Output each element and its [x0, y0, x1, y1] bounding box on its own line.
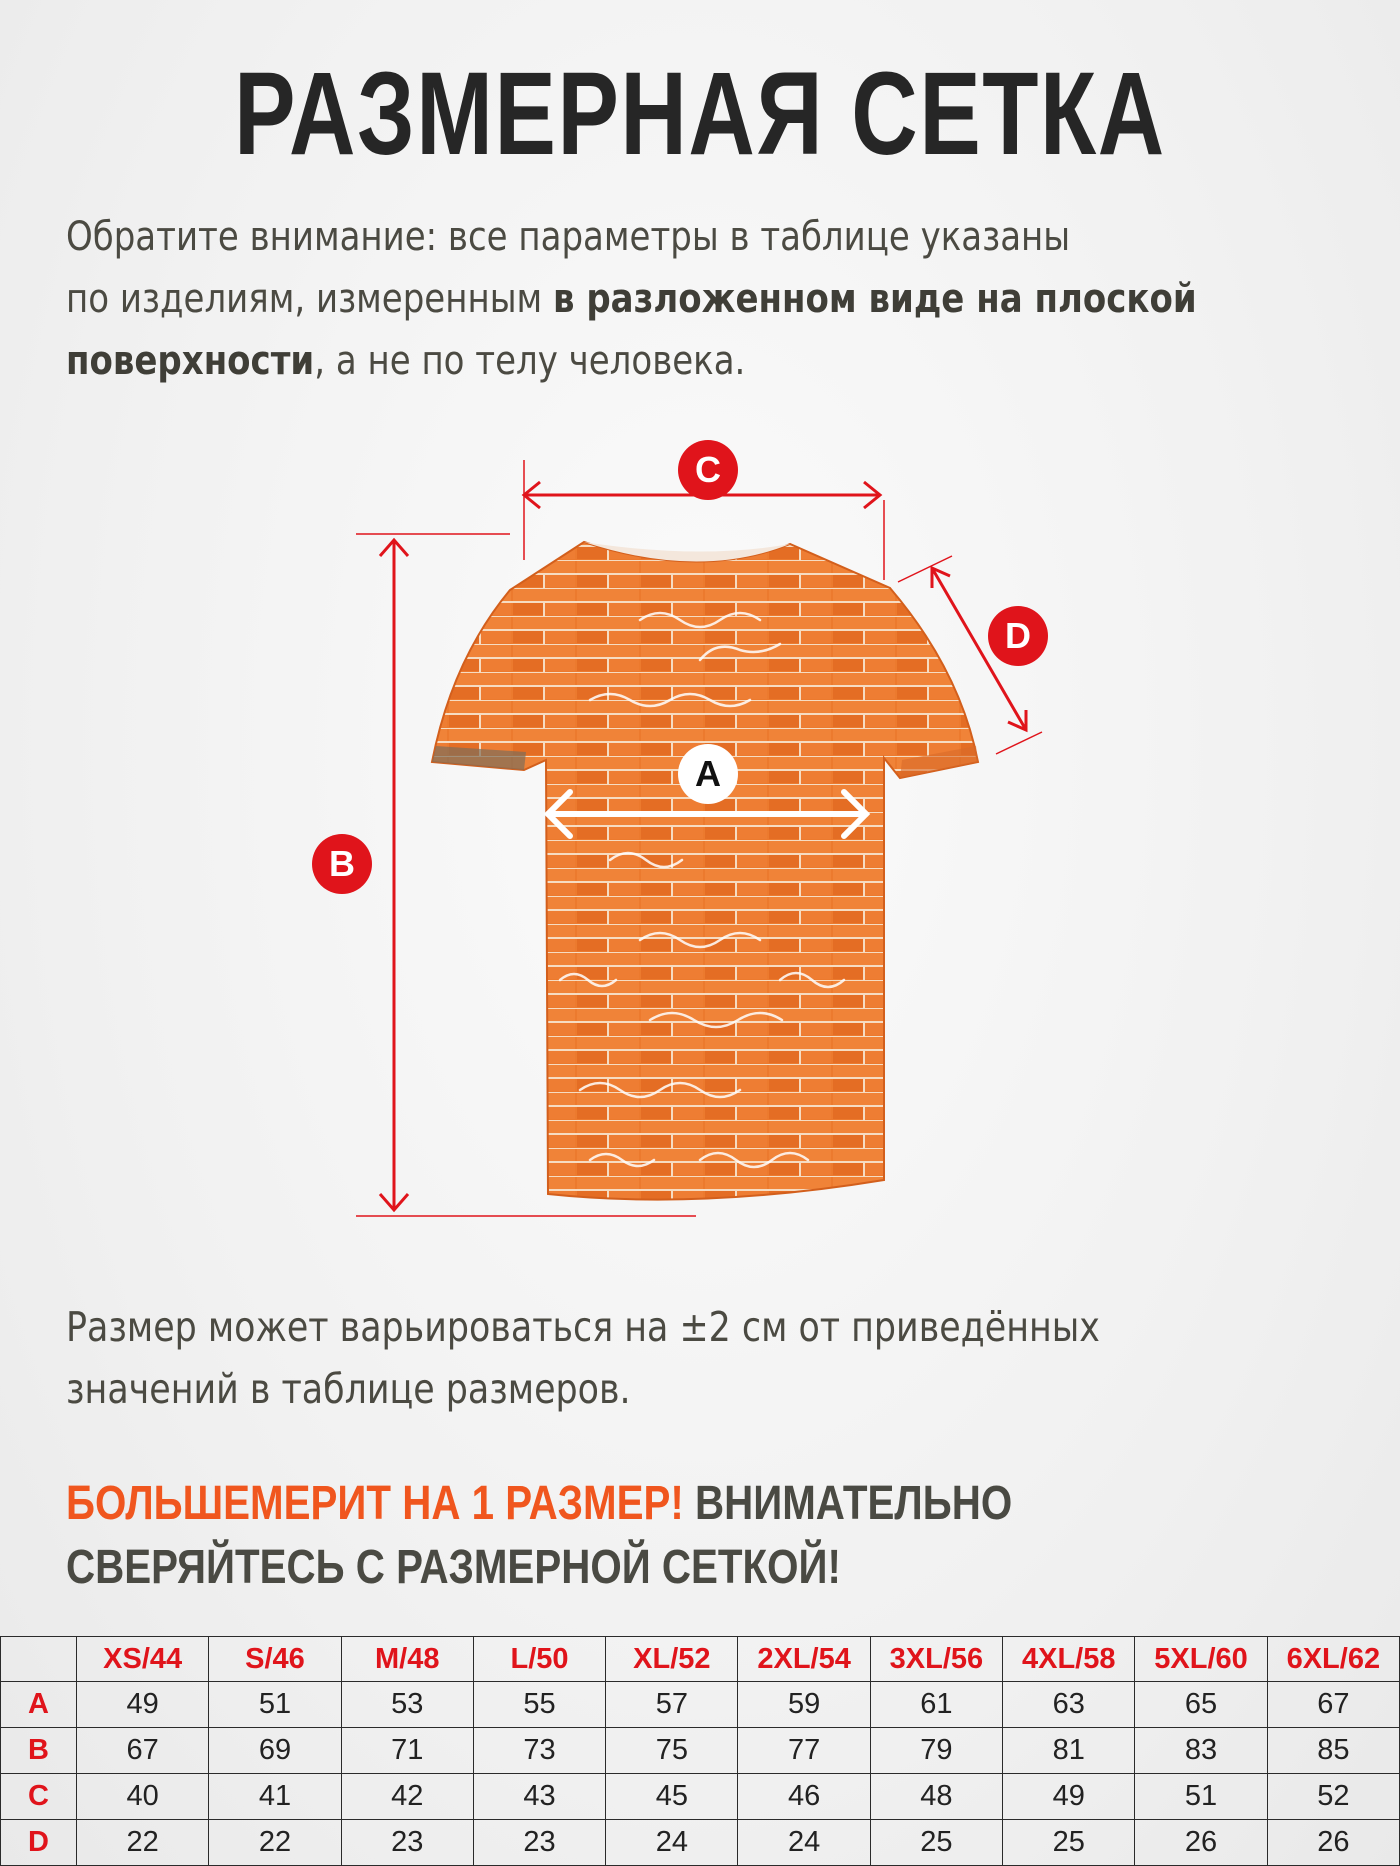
- table-cell: 69: [209, 1728, 341, 1774]
- measurement-notice: [66, 206, 1341, 392]
- warning-accent: БОЛЬШЕМЕРИТ НА 1 РАЗМЕР!: [66, 1477, 684, 1530]
- table-cell: 65: [1135, 1682, 1267, 1728]
- tolerance-note: [66, 1296, 1256, 1420]
- row-label: B: [1, 1728, 77, 1774]
- table-cell: 79: [870, 1728, 1002, 1774]
- size-header: M/48: [341, 1637, 473, 1682]
- page-title: РАЗМЕРНАЯ СЕТКА: [234, 48, 1166, 180]
- tshirt-image: [432, 542, 978, 1200]
- size-header: 3XL/56: [870, 1637, 1002, 1682]
- table-cell: 77: [738, 1728, 870, 1774]
- table-cell: 48: [870, 1774, 1002, 1820]
- table-row: [1, 1728, 1400, 1774]
- size-header: S/46: [209, 1637, 341, 1682]
- label-b: B: [329, 843, 355, 884]
- tshirt-measurement-diagram: [0, 420, 1400, 1240]
- table-cell: 61: [870, 1682, 1002, 1728]
- notice-line1: Обратите внимание: все параметры в таблице указаны: [66, 214, 1071, 260]
- table-cell: 41: [209, 1774, 341, 1820]
- table-cell: 53: [341, 1682, 473, 1728]
- table-cell: 57: [606, 1682, 738, 1728]
- table-cell: 49: [77, 1682, 209, 1728]
- table-cell: 25: [1003, 1820, 1135, 1866]
- notice-line2: по изделиям, измеренным: [66, 276, 553, 322]
- table-cell: 85: [1267, 1728, 1399, 1774]
- size-header: L/50: [473, 1637, 605, 1682]
- table-cell: 71: [341, 1728, 473, 1774]
- table-cell: 43: [473, 1774, 605, 1820]
- table-cell: 63: [1003, 1682, 1135, 1728]
- table-cell: 22: [77, 1820, 209, 1866]
- size-header: 2XL/54: [738, 1637, 870, 1682]
- size-header-row: [1, 1637, 1400, 1682]
- row-label: A: [1, 1682, 77, 1728]
- table-cell: 23: [341, 1820, 473, 1866]
- table-cell: 59: [738, 1682, 870, 1728]
- corner-cell: [1, 1637, 77, 1682]
- size-header: 5XL/60: [1135, 1637, 1267, 1682]
- size-header: 4XL/58: [1003, 1637, 1135, 1682]
- table-cell: 83: [1135, 1728, 1267, 1774]
- table-cell: 23: [473, 1820, 605, 1866]
- table-cell: 26: [1135, 1820, 1267, 1866]
- label-c: C: [695, 449, 721, 490]
- table-cell: 46: [738, 1774, 870, 1820]
- table-cell: 24: [606, 1820, 738, 1866]
- size-header: 6XL/62: [1267, 1637, 1399, 1682]
- size-header: XL/52: [606, 1637, 738, 1682]
- table-cell: 40: [77, 1774, 209, 1820]
- table-cell: 51: [1135, 1774, 1267, 1820]
- size-table: [0, 1636, 1400, 1866]
- table-cell: 52: [1267, 1774, 1399, 1820]
- table-cell: 55: [473, 1682, 605, 1728]
- notice-line3: , а не по телу человека.: [314, 338, 746, 384]
- table-cell: 26: [1267, 1820, 1399, 1866]
- table-row: [1, 1682, 1400, 1728]
- size-header: XS/44: [77, 1637, 209, 1682]
- table-cell: 24: [738, 1820, 870, 1866]
- tolerance-line2: значений в таблице размеров.: [66, 1365, 631, 1413]
- row-label: D: [1, 1820, 77, 1866]
- table-row: [1, 1774, 1400, 1820]
- table-cell: 73: [473, 1728, 605, 1774]
- warning-line2: СВЕРЯЙТЕСЬ С РАЗМЕРНОЙ СЕТКОЙ!: [66, 1541, 841, 1594]
- table-cell: 22: [209, 1820, 341, 1866]
- label-a: A: [695, 753, 721, 794]
- warning-line1: ВНИМАТЕЛЬНО: [683, 1477, 1013, 1530]
- table-cell: 75: [606, 1728, 738, 1774]
- label-d: D: [1005, 615, 1031, 656]
- table-cell: 45: [606, 1774, 738, 1820]
- table-cell: 67: [77, 1728, 209, 1774]
- table-row: [1, 1820, 1400, 1866]
- table-cell: 25: [870, 1820, 1002, 1866]
- table-cell: 51: [209, 1682, 341, 1728]
- table-cell: 67: [1267, 1682, 1399, 1728]
- table-cell: 49: [1003, 1774, 1135, 1820]
- notice-bold: в разложенном виде на плоской поверхности: [66, 276, 1197, 384]
- table-cell: 42: [341, 1774, 473, 1820]
- sizing-warning: [66, 1472, 1326, 1600]
- table-cell: 81: [1003, 1728, 1135, 1774]
- tolerance-line1: Размер может варьироваться на ±2 см от приведённых: [66, 1303, 1100, 1351]
- row-label: C: [1, 1774, 77, 1820]
